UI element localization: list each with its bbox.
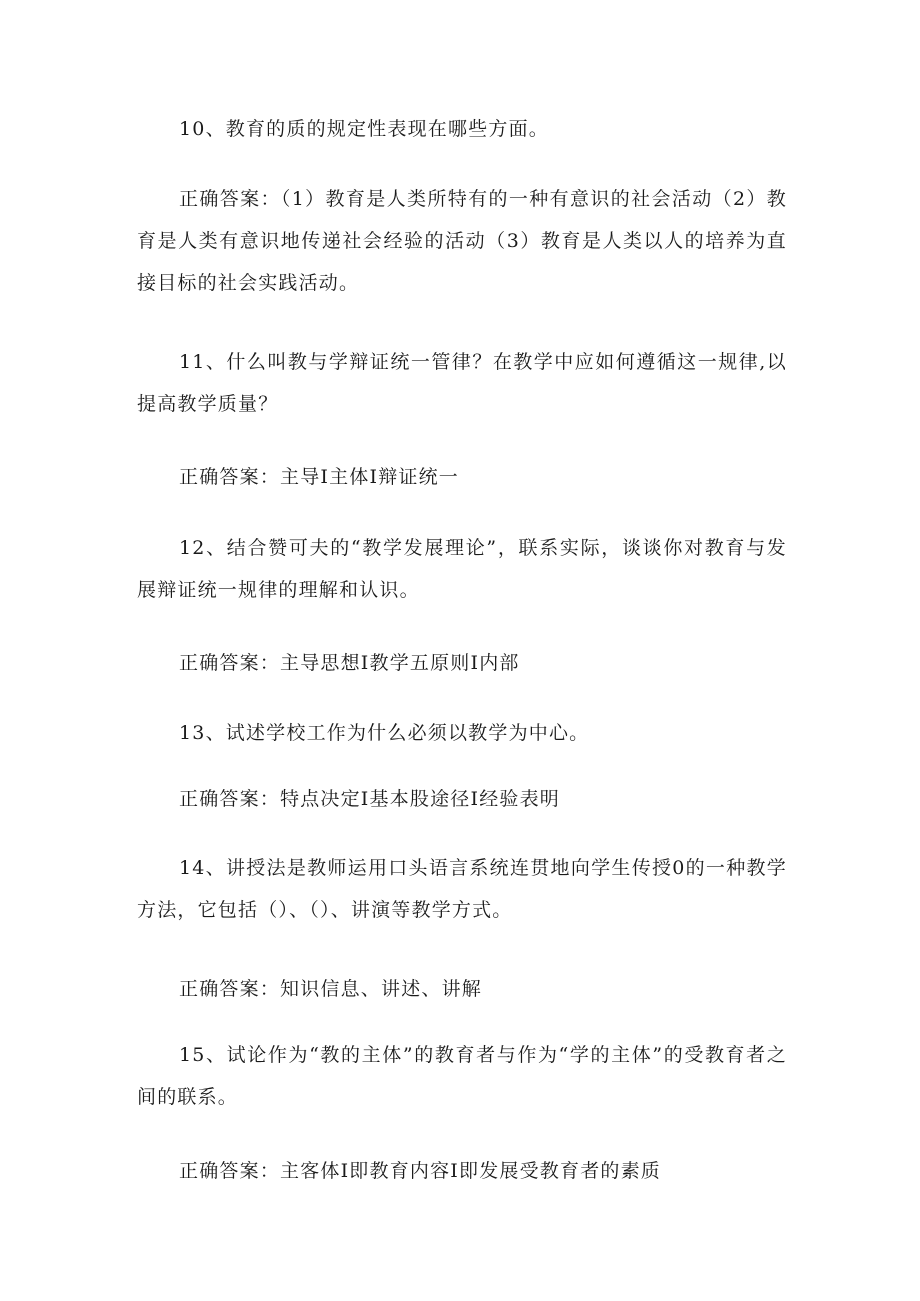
question-13: 13、试述学校工作为什么必须以教学为中心。 bbox=[179, 722, 590, 744]
question-15: 15、试论作为“教的主体”的教育者与作为“学的主体”的受教育者之间的联系。 bbox=[137, 1044, 787, 1108]
answer-14: 正确答案：知识信息、讲述、讲解 bbox=[179, 978, 483, 1000]
question-10: 10、教育的质的规定性表现在哪些方面。 bbox=[179, 118, 549, 140]
answer-13: 正确答案：特点决定I基本股途径I经验表明 bbox=[179, 788, 561, 810]
answer-10: 正确答案：（1）教育是人类所特有的一种有意识的社会活动（2）教育是人类有意识地传递社会经验的活动（3）教育是人类以人的培养为直接目标的社会实践活动。 bbox=[137, 188, 787, 294]
answer-12: 正确答案：主导思想I教学五原则I内部 bbox=[179, 652, 520, 674]
question-11: 11、什么叫教与学辩证统一管律？在教学中应如何遵循这一规律,以提高教学质量？ bbox=[137, 351, 787, 415]
answer-11: 正确答案：主导I主体I辩证统一 bbox=[179, 466, 460, 488]
answer-15: 正确答案：主客体I即教育内容I即发展受教育者的素质 bbox=[179, 1160, 662, 1182]
question-12: 12、结合赞可夫的“教学发展理论”，联系实际，谈谈你对教育与发展辩证统一规律的理解和认识。 bbox=[137, 537, 787, 601]
question-14: 14、讲授法是教师运用口头语言系统连贯地向学生传授0的一种教学方法，它包括（）、（）、讲演等教学方式。 bbox=[137, 857, 787, 921]
